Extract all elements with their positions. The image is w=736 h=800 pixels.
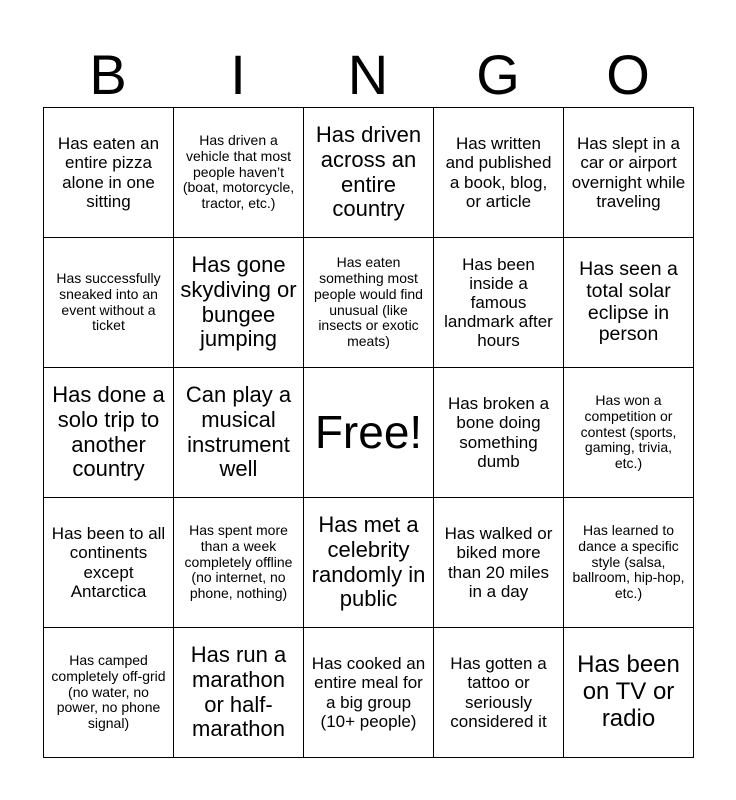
bingo-title [43,44,693,106]
title-letter-n: N [347,43,389,106]
bingo-cell[interactable]: Has been to all continents except Antarctica [44,498,174,628]
bingo-row [44,498,694,628]
bingo-cell[interactable]: Has met a celebrity randomly in public [304,498,434,628]
title-letter-g: G [476,43,520,106]
bingo-cell[interactable]: Has run a marathon or half-marathon [174,628,304,758]
bingo-row [44,108,694,238]
bingo-cell[interactable]: Has won a competition or contest (sports, gaming, trivia, etc.) [564,368,694,498]
bingo-row [44,368,694,498]
bingo-cell[interactable]: Has slept in a car or airport overnight while traveling [564,108,694,238]
title-letter-i: I [230,43,246,106]
bingo-cell[interactable]: Has been on TV or radio [564,628,694,758]
bingo-cell[interactable]: Can play a musical instrument well [174,368,304,498]
bingo-row [44,628,694,758]
bingo-cell[interactable]: Has eaten something most people would find unusual (like insects or exotic meats) [304,238,434,368]
bingo-cell[interactable]: Has broken a bone doing something dumb [434,368,564,498]
bingo-cell[interactable]: Has gone skydiving or bungee jumping [174,238,304,368]
bingo-card [43,107,694,758]
bingo-cell[interactable]: Has seen a total solar eclipse in person [564,238,694,368]
bingo-row [44,238,694,368]
bingo-cell[interactable]: Has gotten a tattoo or seriously considered it [434,628,564,758]
bingo-cell[interactable]: Has eaten an entire pizza alone in one sitting [44,108,174,238]
bingo-cell[interactable]: Has cooked an entire meal for a big group (10+ people) [304,628,434,758]
bingo-cell[interactable]: Has been inside a famous landmark after hours [434,238,564,368]
bingo-cell[interactable]: Has driven across an entire country [304,108,434,238]
bingo-cell[interactable]: Has spent more than a week completely offline (no internet, no phone, nothing) [174,498,304,628]
bingo-cell[interactable]: Has driven a vehicle that most people haven’t (boat, motorcycle, tractor, etc.) [174,108,304,238]
title-letter-o: O [606,43,650,106]
free-space-cell[interactable]: Free! [304,368,434,498]
bingo-cell[interactable]: Has camped completely off-grid (no water, no power, no phone signal) [44,628,174,758]
bingo-cell[interactable]: Has written and published a book, blog, or article [434,108,564,238]
bingo-cell[interactable]: Has learned to dance a specific style (salsa, ballroom, hip-hop, etc.) [564,498,694,628]
bingo-cell[interactable]: Has walked or biked more than 20 miles in a day [434,498,564,628]
bingo-cell[interactable]: Has done a solo trip to another country [44,368,174,498]
title-letter-b: B [89,43,127,106]
bingo-cell[interactable]: Has successfully sneaked into an event without a ticket [44,238,174,368]
